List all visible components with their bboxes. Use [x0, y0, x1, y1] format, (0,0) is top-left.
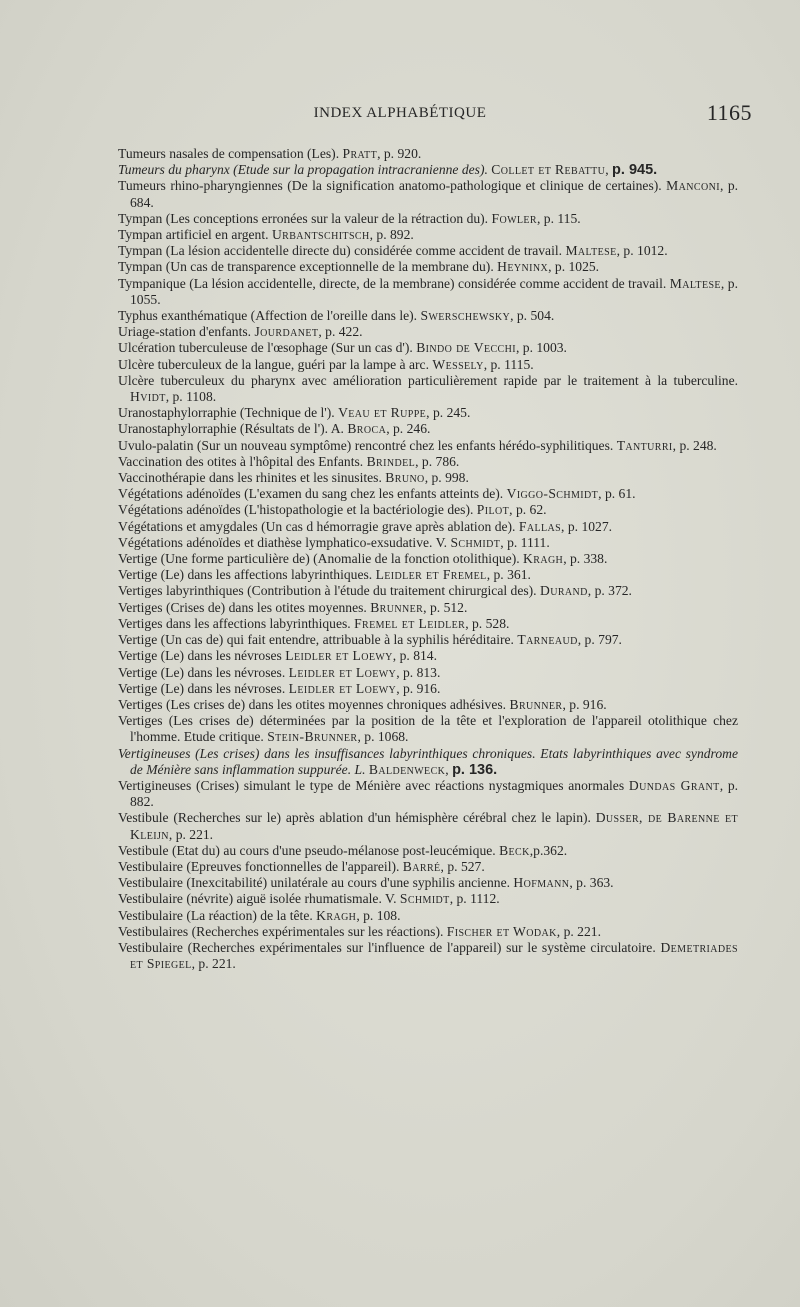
- entry-subject: Vertiges dans les affections labyrinthiques.: [118, 615, 355, 631]
- entry-subject: Vestibule (Etat du) au cours d'une pseudo-mélanose post-leucémique.: [118, 842, 500, 858]
- entry-subject: Vertigineuses (Les crises) dans les insuffisances labyrinthiques chroniques. Etats labyrinthiques avec syndrome de Ménière sans inflammation suppurée. L.: [118, 745, 738, 777]
- index-entry: [118, 178, 738, 210]
- entry-page-ref: p. 945.: [612, 162, 658, 179]
- index-entry: [118, 616, 738, 632]
- entry-subject: Tumeurs du pharynx (Etude sur la propagation intracranienne des).: [118, 162, 492, 178]
- entry-page-ref: p. 916.: [569, 696, 607, 712]
- entry-separator: ,: [577, 632, 585, 648]
- entry-author: Brindel: [366, 453, 416, 469]
- index-entry: [118, 486, 738, 502]
- entry-subject: Végétations adénoïdes (L'examen du sang chez les enfants atteints de).: [118, 486, 507, 502]
- entry-separator: ,: [356, 907, 364, 923]
- entry-subject: Vertige (Le) dans les névroses.: [118, 680, 289, 696]
- entry-author: Tarneaud: [517, 632, 578, 648]
- entry-page-ref: p. 1112.: [456, 891, 500, 907]
- entry-separator: ,: [440, 858, 448, 874]
- entry-subject: Vertigineuses (Crises) simulant le type de Ménière avec réactions nystagmiques anormales: [118, 777, 629, 793]
- entry-separator: ,: [720, 275, 728, 291]
- index-entry: [118, 746, 738, 778]
- entry-page-ref: p. 916.: [402, 680, 441, 696]
- index-entry: [118, 551, 738, 567]
- entry-subject: Tympan (Les conceptions erronées sur la valeur de la rétraction du).: [118, 210, 492, 226]
- entry-page-ref: p. 245.: [432, 405, 471, 421]
- entry-page-ref: p. 504.: [516, 308, 555, 324]
- entry-author: Tanturri: [616, 437, 673, 453]
- entry-separator: ,: [672, 437, 680, 453]
- entry-page-ref: p. 115.: [543, 210, 581, 226]
- entry-separator: ,: [561, 518, 568, 534]
- entry-page-ref: p. 422.: [325, 324, 363, 340]
- entry-separator: ,: [556, 923, 564, 939]
- entry-subject: Uranostaphylorraphie (Technique de l').: [118, 405, 339, 421]
- entry-separator: ,: [445, 761, 453, 777]
- entry-page-ref: p. 221.: [198, 956, 236, 972]
- entry-separator: ,: [537, 210, 544, 226]
- entry-page-ref: p. 1055.: [130, 275, 738, 307]
- entry-separator: ,: [423, 599, 430, 615]
- index-entry: [118, 421, 738, 437]
- entry-separator: ,: [165, 389, 173, 405]
- entry-author: Pilot: [476, 502, 510, 518]
- index-entry: [118, 454, 738, 470]
- entry-author: Manconi: [666, 178, 720, 194]
- index-entry: [118, 567, 738, 583]
- entry-author: Durand: [539, 583, 588, 599]
- entry-page-ref: p. 920.: [383, 146, 422, 161]
- entry-page-ref: p. 1003.: [522, 340, 567, 356]
- index-entry: [118, 405, 738, 421]
- index-entry: [118, 859, 738, 875]
- entry-page-ref: p.362.: [533, 842, 568, 858]
- entry-author: Collet et Rebattu: [491, 162, 606, 178]
- entry-subject: Ulcération tuberculeuse de l'œsophage (Sur un cas d').: [118, 340, 417, 356]
- entry-separator: ,: [396, 680, 403, 696]
- entry-author: Veau et Ruppe: [338, 405, 427, 421]
- index-entry: [118, 648, 738, 664]
- entry-separator: ,: [563, 551, 570, 567]
- index-entry: [118, 470, 738, 486]
- entry-author: Pratt: [342, 146, 378, 161]
- entry-subject: Ulcère tuberculeux de la langue, guéri par la lampe à arc.: [118, 356, 433, 372]
- entry-subject: Tumeurs nasales de compensation (Les).: [118, 146, 343, 161]
- entry-author: Kragh: [523, 551, 564, 567]
- entry-subject: Tympan (La lésion accidentelle directe du) considérée comme accident de travail.: [118, 243, 566, 259]
- index-entry: [118, 438, 738, 454]
- page-number: 1165: [706, 100, 752, 125]
- entry-subject: Tympanique (La lésion accidentelle, directe, de la membrane) considérée comme accident de travail.: [118, 275, 670, 291]
- entry-subject: Vaccinothérapie dans les rhinites et les sinusites.: [118, 470, 386, 486]
- index-entry: [118, 875, 738, 891]
- entry-author: Hofmann: [513, 875, 570, 891]
- entry-subject: Vertige (Le) dans les névroses: [118, 648, 286, 664]
- entry-page-ref: p. 892.: [376, 227, 414, 243]
- entry-subject: Végétations et amygdales (Un cas d hémorragie grave après ablation de).: [118, 518, 519, 534]
- running-head: [0, 102, 800, 126]
- entry-author: Dundas Grant: [628, 777, 720, 793]
- entry-page-ref: p. 1012.: [623, 243, 668, 259]
- entry-author: Wessely: [432, 356, 484, 372]
- entry-page-ref: p. 1068.: [364, 729, 409, 745]
- entry-subject: Vertige (Le) dans les névroses.: [118, 664, 289, 680]
- entry-separator: ,: [500, 534, 508, 550]
- entry-page-ref: p. 528.: [472, 615, 510, 631]
- entry-page-ref: p. 363.: [576, 875, 614, 891]
- entry-page-ref: p. 136.: [452, 761, 498, 778]
- entry-subject: Vestibulaires (Recherches expérimentales sur les réactions).: [118, 923, 447, 939]
- entry-author: Dusser, de Barenne et Kleijn: [130, 810, 738, 842]
- entry-page-ref: p. 684.: [130, 178, 739, 210]
- entry-separator: ,: [191, 956, 199, 972]
- entry-author: Swerschewsky: [420, 308, 511, 324]
- entry-author: Hvidt: [130, 389, 166, 405]
- index-entry: [118, 211, 738, 227]
- index-entry: [118, 583, 738, 599]
- entry-separator: ,: [465, 615, 472, 631]
- entry-page-ref: p. 998.: [431, 470, 469, 486]
- index-entries: [118, 146, 738, 972]
- entry-author: Jourdanet: [254, 324, 319, 340]
- index-entry: [118, 924, 738, 940]
- entry-page-ref: p. 1111.: [507, 534, 550, 550]
- index-entry: [118, 632, 738, 648]
- entry-page-ref: p. 61.: [604, 486, 636, 502]
- entry-page-ref: p. 361.: [493, 567, 531, 583]
- entry-page-ref: p. 108.: [363, 907, 401, 923]
- entry-separator: ,: [386, 421, 393, 437]
- index-entry: [118, 357, 738, 373]
- entry-author: Kragh: [316, 907, 357, 923]
- entry-page-ref: p. 62.: [515, 502, 547, 518]
- entry-author: Fowler: [491, 210, 537, 226]
- entry-author: Fremel et Leidler: [354, 615, 466, 631]
- index-entry: [118, 697, 738, 713]
- index-entry: [118, 308, 738, 324]
- entry-subject: Vestibulaire (névrite) aiguë isolée rhumatismale. V.: [118, 891, 400, 907]
- entry-separator: ,: [569, 875, 577, 891]
- entry-author: Stein-Brunner: [267, 729, 358, 745]
- entry-page-ref: p. 813.: [402, 664, 441, 680]
- entry-page-ref: p. 372.: [594, 583, 632, 599]
- entry-author: Maltese: [669, 275, 721, 291]
- entry-author: Demetriades et Spiegel: [130, 939, 738, 972]
- entry-separator: ,: [168, 826, 176, 842]
- entry-separator: ,: [529, 842, 534, 858]
- index-entry: [118, 778, 738, 810]
- index-entry: [118, 665, 738, 681]
- entry-subject: Vestibulaire (Recherches expérimentales sur l'influence de l'appareil) sur le système circulatoire.: [118, 939, 661, 955]
- entry-subject: Vertiges labyrinthiques (Contribution à l'étude du traitement chirurgical des).: [118, 583, 540, 599]
- index-entry: [118, 519, 738, 535]
- entry-separator: ,: [509, 502, 516, 518]
- entry-separator: ,: [424, 470, 432, 486]
- entry-author: Bruno: [385, 470, 425, 486]
- entry-page-ref: p. 797.: [584, 632, 622, 648]
- running-title: INDEX ALPHABÉTIQUE: [313, 105, 487, 121]
- index-entry: [118, 373, 738, 405]
- entry-subject: Tumeurs rhino-pharyngiennes (De la signification anatomo-pathologique et clinique de certaines).: [118, 178, 667, 194]
- entry-author: Bindo de Vecchi: [416, 340, 516, 356]
- entry-separator: ,: [483, 356, 491, 372]
- index-entry: [118, 810, 738, 842]
- entry-separator: ,: [562, 696, 570, 712]
- entry-separator: ,: [369, 227, 377, 243]
- entry-subject: Typhus exanthématique (Affection de l'oreille dans le).: [118, 308, 421, 324]
- entry-subject: Vertige (Le) dans les affections labyrinthiques.: [118, 567, 376, 583]
- entry-page-ref: p. 1027.: [567, 518, 613, 534]
- entry-page-ref: p. 814.: [399, 648, 437, 664]
- entry-separator: ,: [486, 567, 494, 583]
- entry-author: Schmidt: [399, 891, 450, 907]
- entry-page-ref: p. 527.: [447, 858, 485, 874]
- index-entry: [118, 259, 738, 275]
- entry-subject: Vertiges (Crises de) dans les otites moyennes.: [118, 599, 371, 615]
- index-entry: [118, 843, 738, 859]
- entry-page-ref: p. 221.: [175, 826, 214, 842]
- index-entry: [118, 276, 738, 308]
- index-entry: [118, 940, 738, 972]
- entry-subject: Vestibule (Recherches sur le) après ablation d'un hémisphère cérébral chez le lapin).: [118, 810, 596, 826]
- entry-page-ref: p. 248.: [679, 437, 717, 453]
- entry-page-ref: p. 882.: [130, 777, 739, 810]
- entry-author: Leidler et Loewy: [288, 664, 397, 680]
- entry-subject: Uriage-station d'enfants.: [118, 324, 255, 340]
- entry-subject: Végétations adénoïdes et diathèse lymphatico-exsudative. V.: [118, 534, 451, 550]
- entry-subject: Ulcère tuberculeux du pharynx avec amélioration particulièrement rapide par le traitement à la tuberculine.: [118, 372, 738, 388]
- index-entry: [118, 502, 738, 518]
- entry-subject: Vestibulaire (Epreuves fonctionnelles de l'appareil).: [118, 858, 403, 874]
- entry-author: Baldenweck: [368, 761, 446, 777]
- entry-page-ref: p. 221.: [563, 923, 601, 939]
- entry-separator: ,: [415, 453, 422, 469]
- entry-page-ref: p. 786.: [421, 453, 460, 469]
- entry-author: Broca: [347, 421, 387, 437]
- entry-separator: ,: [318, 324, 326, 340]
- entry-separator: ,: [510, 308, 517, 324]
- index-entry: [118, 600, 738, 616]
- entry-author: Maltese: [565, 243, 617, 259]
- entry-author: Brunner: [509, 696, 563, 712]
- index-entry: [118, 891, 738, 907]
- entry-separator: ,: [392, 648, 400, 664]
- entry-author: Schmidt: [450, 534, 501, 550]
- index-entry: [118, 146, 738, 162]
- entry-separator: ,: [515, 340, 523, 356]
- entry-subject: Vertiges (Les crises de) dans les otites moyennes chroniques adhésives.: [118, 696, 510, 712]
- entry-separator: ,: [598, 486, 605, 502]
- index-entry: [118, 324, 738, 340]
- entry-separator: ,: [719, 777, 728, 793]
- entry-subject: Tympan (Un cas de transparence exceptionnelle de la membrane du).: [118, 259, 498, 275]
- entry-subject: Vertige (Une forme particulière de) (Anomalie de la fonction otolithique).: [118, 551, 524, 567]
- entry-author: Heyninx: [497, 259, 549, 275]
- entry-author: Viggo-Schmidt: [506, 486, 599, 502]
- entry-separator: ,: [616, 243, 624, 259]
- index-entry: [118, 908, 738, 924]
- entry-author: Leidler et Loewy: [285, 648, 393, 664]
- entry-author: Beck: [499, 842, 530, 858]
- index-entry: [118, 340, 738, 356]
- entry-author: Urbantschitsch: [271, 227, 370, 243]
- entry-subject: Vertige (Un cas de) qui fait entendre, attribuable à la syphilis héréditaire.: [118, 632, 518, 648]
- index-entry: [118, 243, 738, 259]
- entry-separator: ,: [357, 729, 365, 745]
- entry-separator: ,: [719, 178, 728, 194]
- entry-separator: ,: [605, 162, 613, 178]
- entry-separator: ,: [396, 664, 403, 680]
- index-entry: [118, 227, 738, 243]
- entry-page-ref: p. 338.: [569, 551, 608, 567]
- entry-page-ref: p. 246.: [393, 421, 431, 437]
- entry-separator: ,: [426, 405, 433, 421]
- index-entry: [118, 162, 738, 178]
- index-entry: [118, 713, 738, 745]
- entry-separator: ,: [587, 583, 595, 599]
- entry-subject: Uvulo-palatin (Sur un nouveau symptôme) rencontré chez les enfants hérédo-syphilitiques.: [118, 437, 617, 453]
- index-entry: [118, 681, 738, 697]
- entry-author: Leidler et Loewy: [288, 680, 397, 696]
- entry-subject: Vertiges (Les crises de) déterminées par la position de la tête et l'exploration de l'appareil otolithique chez l'homme. Etude critique.: [118, 713, 738, 745]
- entry-author: Brunner: [370, 599, 424, 615]
- index-entry: [118, 535, 738, 551]
- entry-author: Leidler et Fremel: [375, 567, 487, 583]
- entry-separator: ,: [449, 891, 457, 907]
- entry-page-ref: p. 512.: [429, 599, 468, 615]
- entry-subject: Vestibulaire (La réaction) de la tête.: [118, 907, 317, 923]
- entry-page-ref: p. 1108.: [172, 389, 217, 405]
- entry-subject: Vaccination des otites à l'hôpital des Enfants.: [118, 453, 367, 469]
- entry-author: Fallas: [518, 518, 562, 534]
- entry-author: Barré: [402, 858, 441, 874]
- entry-author: Fischer et Wodak: [446, 923, 557, 939]
- entry-page-ref: p. 1115.: [490, 356, 534, 372]
- entry-subject: Végétations adénoïdes (L'histopathologie et la bactériologie des).: [118, 502, 477, 518]
- entry-separator: ,: [548, 259, 555, 275]
- entry-subject: Uranostaphylorraphie (Résultats de l'). A.: [118, 421, 348, 437]
- entry-subject: Vestibulaire (Inexcitabilité) unilatérale au cours d'une syphilis ancienne.: [118, 875, 514, 891]
- entry-page-ref: p. 1025.: [554, 259, 600, 275]
- entry-subject: Tympan artificiel en argent.: [118, 227, 272, 243]
- entry-separator: ,: [377, 146, 384, 161]
